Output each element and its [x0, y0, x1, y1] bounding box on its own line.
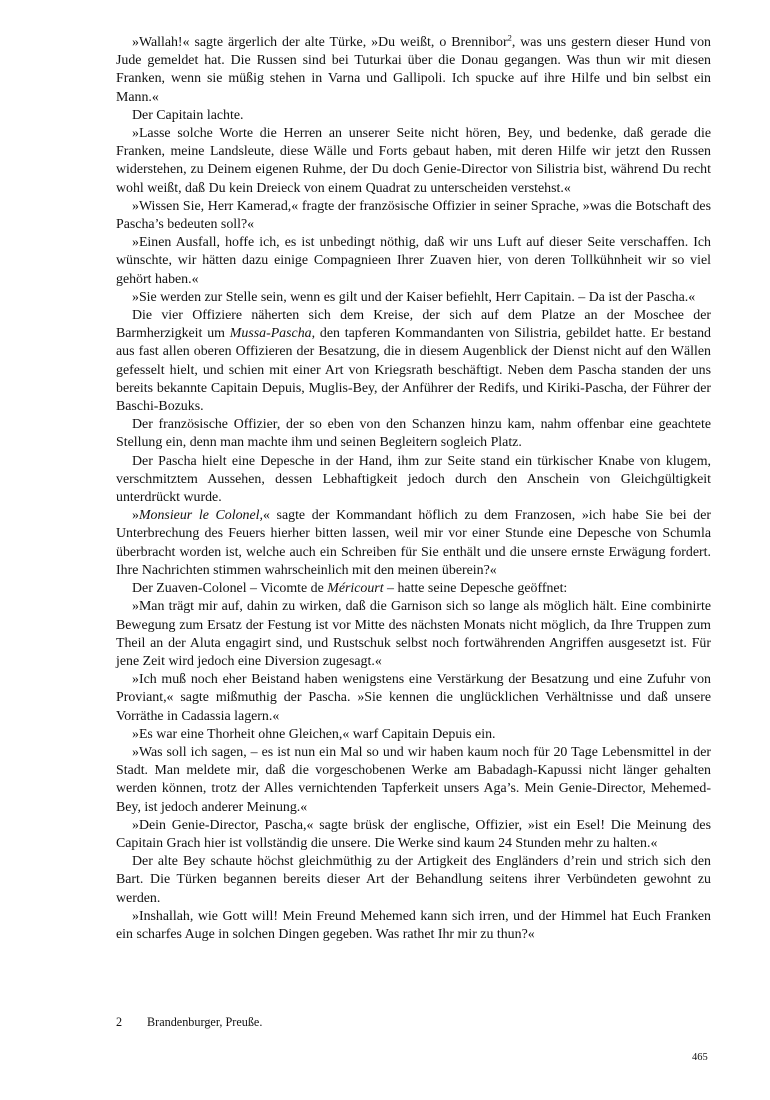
paragraph	[116, 307, 711, 416]
text-segment: « sagte der Kommandant höflich zu dem Franzosen, »ich habe Sie bei der Unterbrechung des Feuers hierher bitten lassen, weil mir vor einer Stunde eine Depesche von Schumla überbracht worden ist, welche auch ein Schreiben für Sie enthält und die unsere ernste Erwägung fordert. Ihre Nachrichten stimmen wahrscheinlich mit den meinen überein?«	[116, 508, 711, 578]
text-segment: »Ich muß noch eher Beistand haben wenigstens eine Verstärkung der Besatzung und eine Zufuhr von Proviant,« sagte mißmuthig der Pascha. »Sie kennen die unglücklichen Verhältnisse und daß unsere Vorräthe in Cadassia lagern.«	[116, 672, 711, 724]
text-segment: Mussa-Pascha	[229, 326, 312, 342]
footnote	[116, 1014, 711, 1030]
paragraph	[116, 234, 711, 289]
paragraph	[116, 416, 711, 452]
text-segment: »Dein Genie-Director, Pascha,« sagte brüsk der englische, Offizier, »ist ein Esel! Die Meinung des Capitain Grach hier ist vollständig die unsere. Die Werke sind kaum 24 Stunden mehr zu halten.«	[116, 817, 711, 851]
text-segment: »Was soll ich sagen, – es ist nun ein Mal so und wir haben kaum noch für 20 Tage Lebensmittel in der Stadt. Man meldete mir, daß die vorgeschobenen Werke am Babadagh-Kapussi nicht länger gehalten werden können, trotz der Alles vernichtenden Tapferkeit unsers Aga’s. Mein Genie-Director, Mehemed-Bey, ist jedoch anderer Meinung.«	[116, 744, 711, 815]
text-segment: »Inshallah, wie Gott will! Mein Freund Mehemed kann sich irren, und der Himmel hat Euch Franken ein scharfes Auge in solchen Dingen gegeben. Was rathet Ihr mir zu thun?«	[116, 908, 711, 942]
paragraph	[116, 289, 711, 307]
paragraph	[116, 580, 711, 598]
paragraph	[116, 125, 711, 198]
text-segment: Die vier Offiziere näherten sich dem Kreise, der sich auf dem Platze an der Moschee der Barmherzigkeit um	[116, 308, 711, 342]
paragraph	[116, 198, 711, 234]
text-segment: , den tapferen Kommandanten von Silistria, gebildet hatte. Er bestand aus fast allen oberen Offizieren der Besatzung, die in diesem Augenblick der Dienst nicht auf den Wällen gefesselt hielt, und schien mit einer Art von Kriegsrath beschäftigt. Neben dem Pascha standen der uns bereits bekannte Capitain Depuis, Muglis-Bey, der Anführer der Redifs, und Kiriki-Pascha, der Führer der Baschi-Bozuks.	[116, 326, 711, 415]
paragraph	[116, 107, 711, 125]
text-segment: »	[132, 508, 139, 524]
text-segment: »Sie werden zur Stelle sein, wenn es gilt und der Kaiser befiehlt, Herr Capitain. – Da ist der Pascha.«	[132, 289, 696, 305]
text-segment: Monsieur le Colonel,	[138, 508, 263, 524]
paragraph	[116, 744, 711, 817]
paragraph	[116, 453, 711, 508]
paragraph	[116, 507, 711, 580]
body-text	[116, 34, 711, 944]
text-segment: »Es war eine Thorheit ohne Gleichen,« warf Capitain Depuis ein.	[132, 726, 496, 742]
footnote-number: 2	[116, 1015, 123, 1029]
text-segment: »Wallah!« sagte ärgerlich der alte Türke, »Du weißt, o Brennibor	[132, 35, 508, 50]
text-segment: »Lasse solche Worte die Herren an unserer Seite nicht hören, Bey, und bedenke, daß gerade die Franken, meine Landsleute, diese Wälle und Forts gebaut haben, mit deren Hilfe wir jetzt den Russen widerstehen, zu Deinem eigenen Ruhme, der Du doch Genie-Director von Silistria bist, während Du recht wohl weißt, daß Du kein Dreieck von einem Quadrat zu unterscheiden verstehst.«	[116, 126, 711, 196]
paragraph	[116, 908, 711, 944]
text-segment: Der alte Bey schaute höchst gleichmüthig zu der Artigkeit des Engländers d’rein und strich sich den Bart. Die Türken begannen bereits dieser Art der Behandlung seitens ihrer Verbündeten gewohnt zu werden.	[116, 854, 711, 906]
paragraph	[116, 34, 711, 107]
text-segment: Der Capitain lachte.	[132, 107, 244, 123]
text-segment: »Wissen Sie, Herr Kamerad,« fragte der französische Offizier in seiner Sprache, »was die Botschaft des Pascha’s bedeuten soll?«	[116, 198, 711, 233]
text-segment: Méricourt	[327, 581, 384, 597]
text-segment: »Man trägt mir auf, dahin zu wirken, daß die Garnison sich so lange als möglich hält. Eine combinirte Bewegung zum Ersatz der Festung ist vor Mitte des nächsten Monats nicht möglich, da Ihre Truppen zum Theil an der Aluta engagirt sind, und Rustschuk selbst noch fortwährenden Angriffen ausgesetzt ist. Für jene Zeit wird jedoch eine Diversion zugesagt.«	[116, 599, 711, 669]
paragraph	[116, 671, 711, 726]
text-segment: , was uns gestern dieser Hund von Jude gemeldet hat. Die Russen sind bei Tuturkai über die Donau gegangen. Was thun wir mit diesen Franken, wenn sie müßig stehen in Varna und Gallipoli. Ich spucke auf ihre Hilfe und bin selbst ein Mann.«	[116, 35, 711, 105]
text-segment: Der Pascha hielt eine Depesche in der Hand, ihm zur Seite stand ein türkischer Knabe von klugem, verschmitztem Aussehen, dessen Lebhaftigkeit jedoch durch den Anschein von Gleichgültigkeit unterdrückt wurde.	[116, 453, 711, 506]
page-number: 465	[692, 1052, 708, 1063]
paragraph	[116, 598, 711, 671]
paragraph	[116, 726, 711, 744]
text-segment: »Einen Ausfall, hoffe ich, es ist unbedingt nöthig, daß wir uns Luft auf dieser Seite verschaffen. Ich wünschte, wir hätten dazu einige Compagnieen Ihrer Zuaven hier, von deren Tollkühnheit wir so viel gehört haben.«	[116, 235, 711, 287]
text-segment: Der französische Offizier, der so eben von den Schanzen hinzu kam, nahm offenbar eine geachtete Stellung ein, denn man machte ihm und seinen Begleitern sogleich Platz.	[116, 417, 711, 451]
text-segment: Der Zuaven-Colonel – Vicomte de	[132, 581, 328, 597]
paragraph	[116, 853, 711, 908]
text-segment: – hatte seine Depesche geöffnet:	[383, 581, 568, 597]
footnote-ref: 2	[507, 32, 512, 43]
paragraph	[116, 817, 711, 853]
footnote-text: Brandenburger, Preuße.	[147, 1015, 263, 1029]
